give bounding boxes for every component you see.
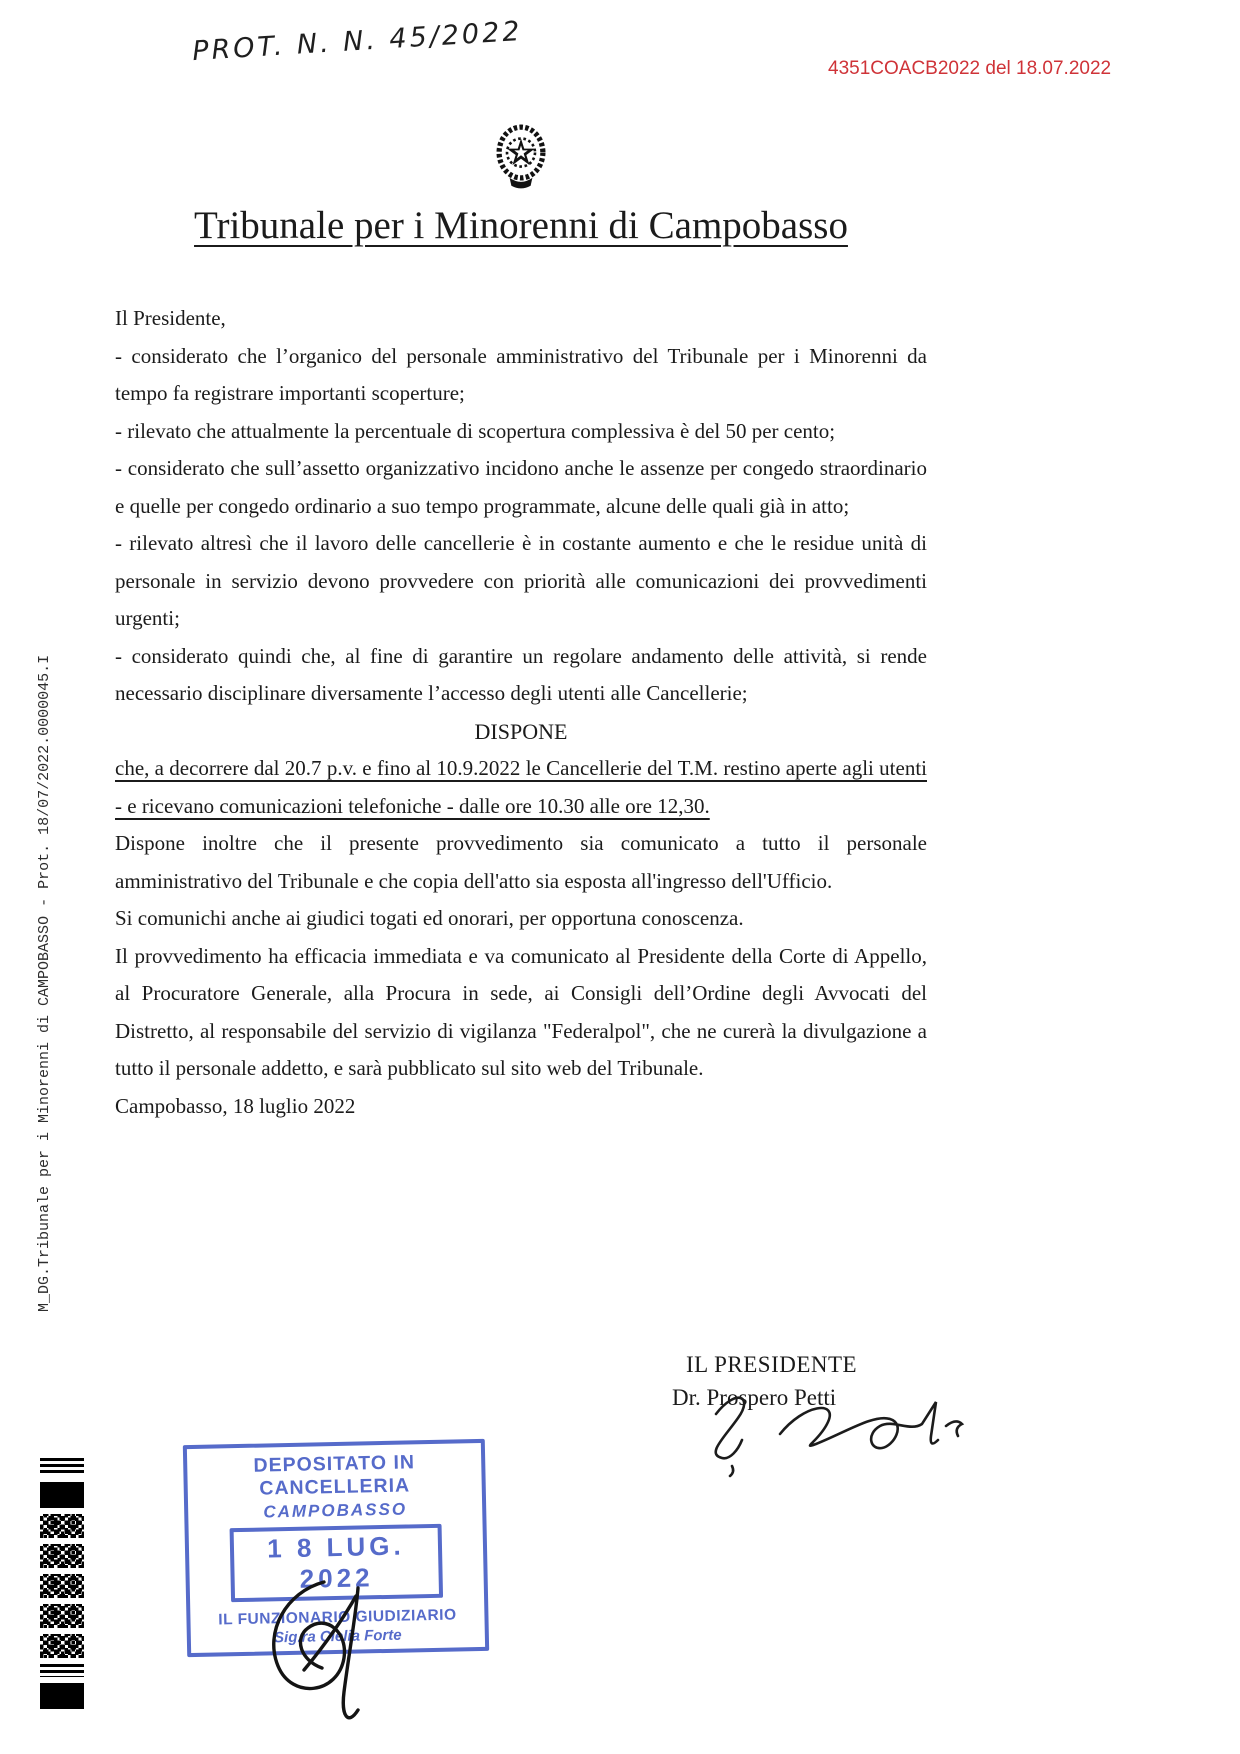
stamp-deposited-label: DEPOSITATO IN CANCELLERIA bbox=[253, 1451, 416, 1500]
president-signature bbox=[688, 1386, 998, 1483]
electronic-protocol-number: 4351COACB2022 del 18.07.2022 bbox=[828, 58, 1112, 79]
recital-paragraph: - considerato quindi che, al fine di garantire un regolare andamento delle attività, si rende necessario disciplinare diversamente l’accesso degli utenti alle Cancellerie; bbox=[115, 643, 927, 705]
recital-paragraph: - considerato che l’organico del personale amministrativo del Tribunale per i Minorenni da tempo fa registrare importanti scoperture; bbox=[115, 343, 927, 405]
recital-paragraph: - rilevato che attualmente la percentuale di scopertura complessiva è del 50 per cento; bbox=[115, 418, 836, 443]
document-body bbox=[115, 300, 927, 1125]
margin-protocol-text: M_DG.Tribunale per i Minorenni di CAMPOBASSO - Prot. 18/07/2022.0000045.I bbox=[36, 654, 53, 1312]
clerk-signature bbox=[246, 1574, 411, 1751]
body-paragraph: Dispone inoltre che il presente provvedimento sia comunicato a tutto il personale amministrativo del Tribunale e che copia dell'atto sia esposta all'ingresso dell'Ufficio. bbox=[115, 831, 927, 893]
dispone-heading: DISPONE bbox=[474, 718, 568, 744]
dispone-operative-clause bbox=[115, 750, 927, 825]
barcode-block bbox=[40, 1482, 84, 1508]
recital-paragraph: - rilevato altresì che il lavoro delle cancellerie è in costante aumento e che le residue unità di personale in servizio devono provvedere con priorità alle comunicazioni dei provvedimenti urgenti; bbox=[115, 531, 927, 630]
body-paragraph: Si comunichi anche ai giudici togati ed onorari, per opportuna conoscenza. bbox=[115, 906, 744, 930]
recital-paragraph: - considerato che sull’assetto organizzativo incidono anche le assenze per congedo straordinario e quelle per congedo ordinario a suo tempo programmate, alcune delle quali già in atto; bbox=[115, 456, 927, 518]
barcode-data-row bbox=[40, 1604, 84, 1628]
italian-republic-emblem-icon bbox=[493, 122, 549, 190]
president-name: Dr. Prospero Petti bbox=[672, 1385, 837, 1410]
handwritten-protocol-number: PROT. N. N. 45/2022 bbox=[191, 15, 524, 68]
dateline: Campobasso, 18 luglio 2022 bbox=[115, 1093, 356, 1118]
barcode-end-pattern bbox=[40, 1664, 84, 1677]
barcode-data-row bbox=[40, 1574, 84, 1598]
barcode-data-row bbox=[40, 1514, 84, 1538]
president-role: IL PRESIDENTE bbox=[686, 1352, 858, 1377]
barcode-start-pattern bbox=[40, 1458, 84, 1476]
document-title: Tribunale per i Minorenni di Campobasso bbox=[194, 204, 848, 247]
2d-barcode bbox=[40, 1458, 84, 1716]
barcode-block bbox=[40, 1683, 84, 1709]
stamp-city-label: CAMPOBASSO bbox=[263, 1499, 408, 1522]
underlined-operative-text: che, a decorrere dal 20.7 p.v. e fino al 10.9.2022 le Cancellerie del T.M. restino aperte agli utenti - e ricevano comunicazioni telefoniche - dalle ore 10.30 alle ore 12,30. bbox=[115, 756, 927, 818]
stamp-clerk-role: IL FUNZIONARIO GIUDIZIARIO bbox=[218, 1606, 457, 1629]
body-paragraph: Il provvedimento ha efficacia immediata e va comunicato al Presidente della Corte di Appello, al Procuratore Generale, alla Procura in sede, ai Consigli dell’Ordine degli Avvocati del Distretto, al responsabile del servizio di vigilanza "Federalpol", che ne curerà la divulgazione a tutto il personale addetto, e sarà pubblicato sul sito web del Tribunale. bbox=[115, 943, 927, 1080]
stamp-clerk-name: Sig.ra Clelia Forte bbox=[273, 1626, 402, 1647]
opening-line: Il Presidente, bbox=[115, 306, 226, 330]
barcode-data-row bbox=[40, 1544, 84, 1568]
barcode-data-row bbox=[40, 1634, 84, 1658]
document-header bbox=[115, 122, 927, 248]
stamp-date: 1 8 LUG. 2022 bbox=[266, 1530, 406, 1594]
